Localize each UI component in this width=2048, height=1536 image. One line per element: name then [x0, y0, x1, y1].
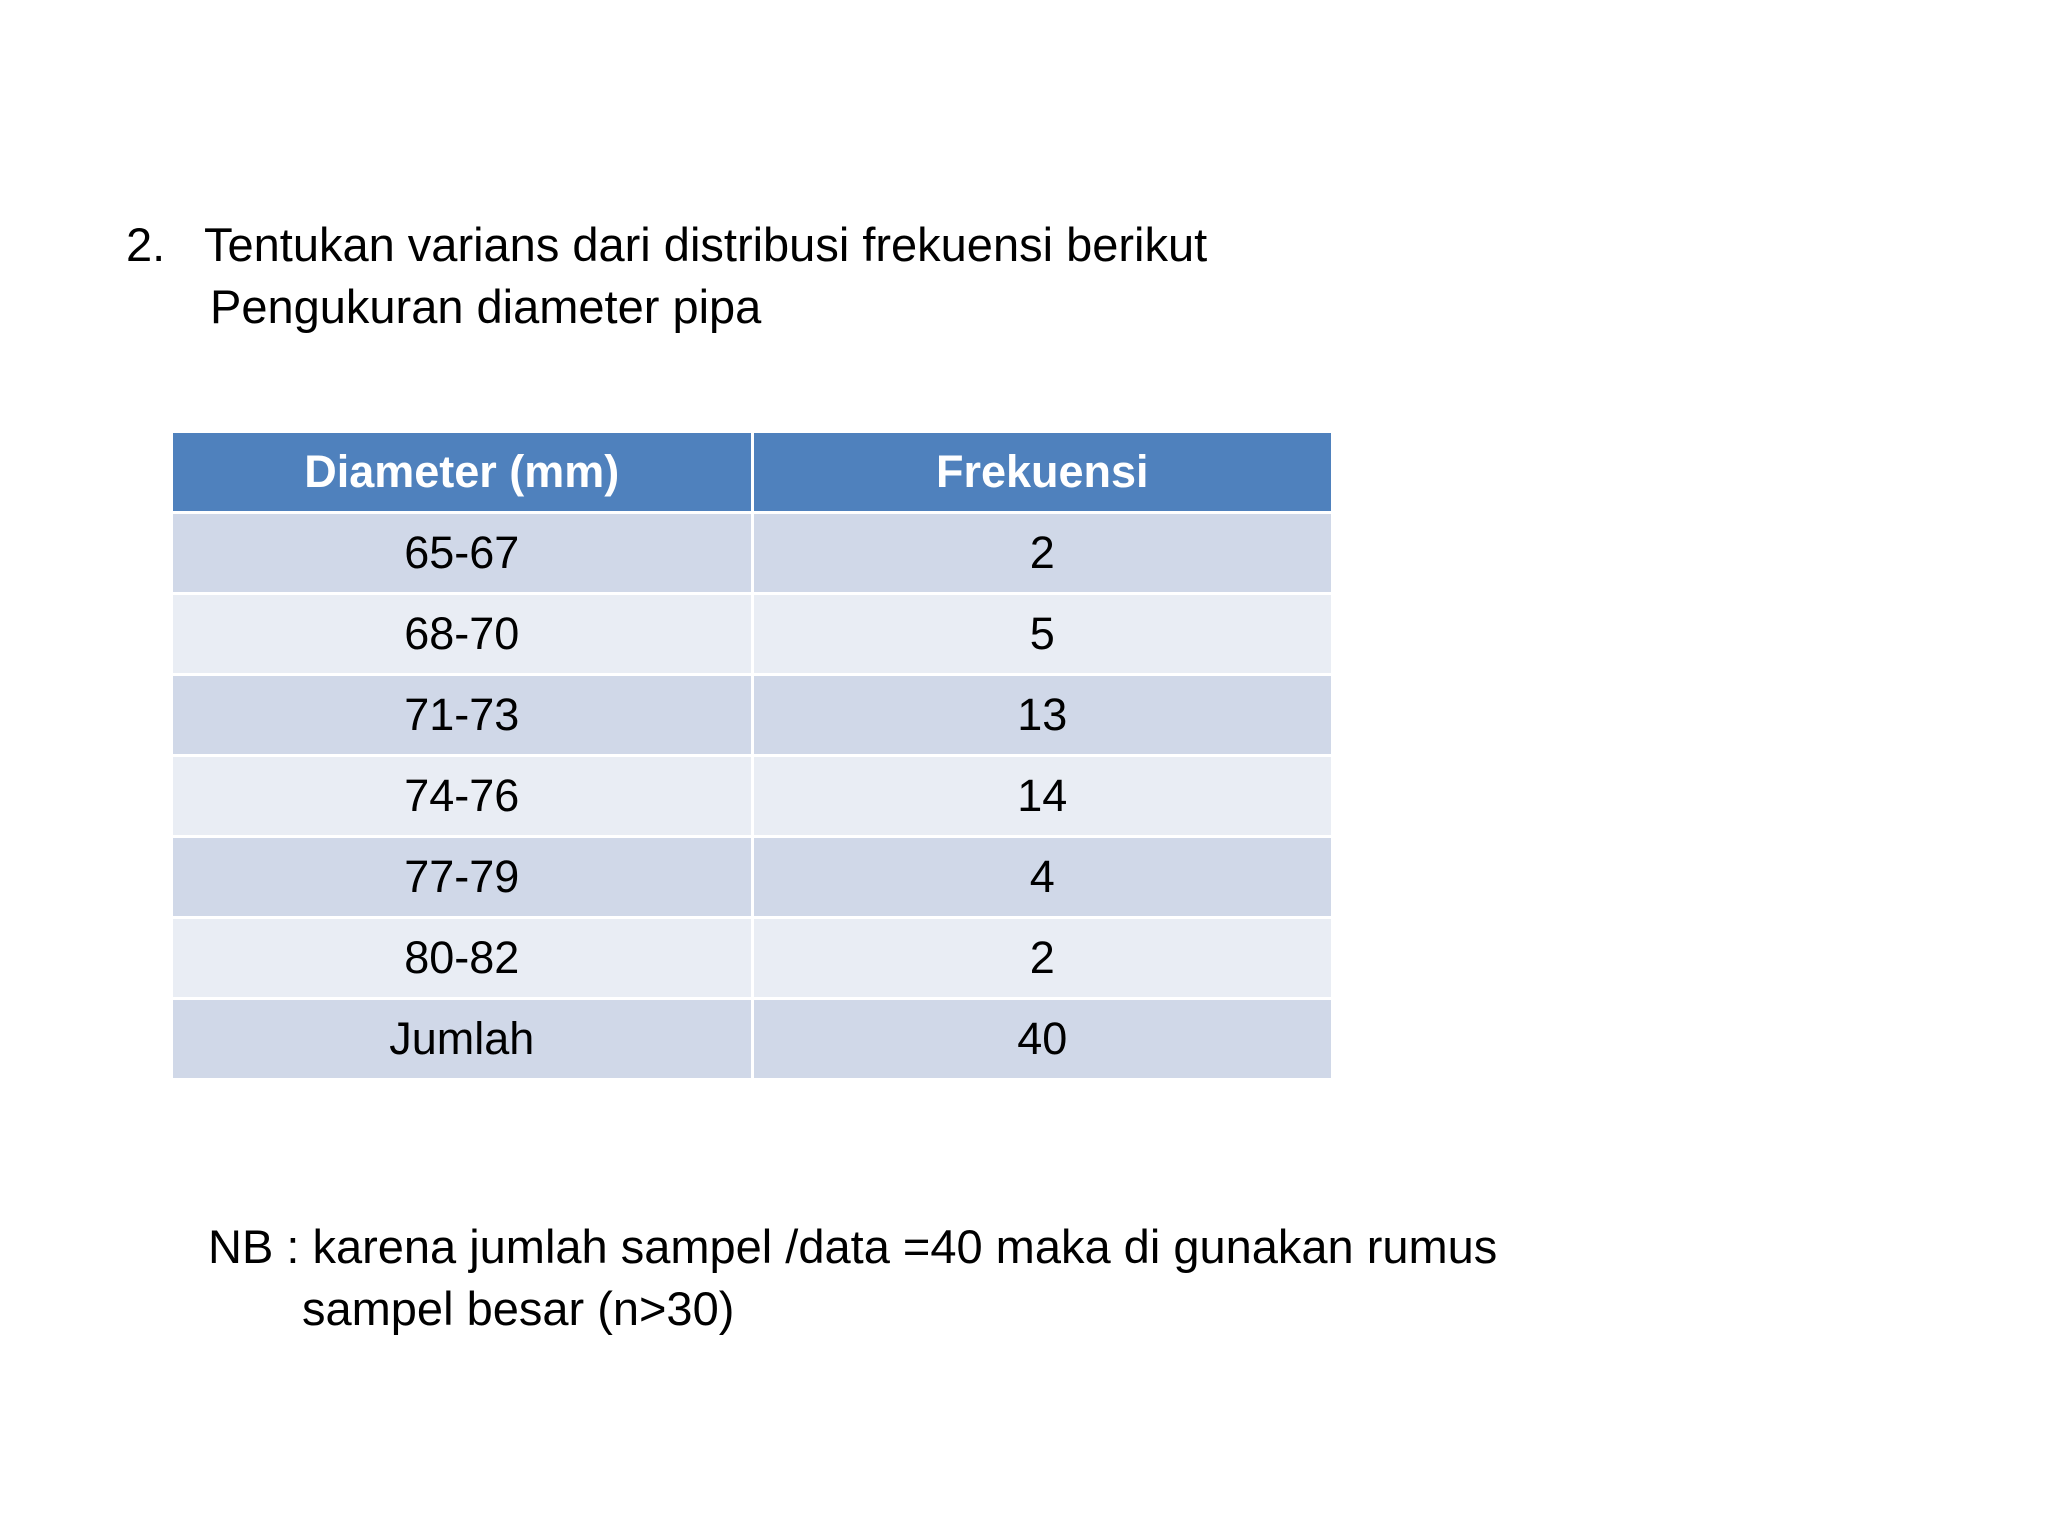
table-row	[173, 514, 1331, 592]
frequency-cell: 13	[754, 676, 1332, 754]
diameter-cell: 74-76	[173, 757, 751, 835]
frequency-cell: 5	[754, 595, 1332, 673]
frequency-table	[170, 430, 1334, 1081]
note-line-1: NB : karena jumlah sampel /data =40 maka di gunakan rumus	[208, 1220, 1498, 1273]
question-subtitle: Pengukuran diameter pipa	[210, 280, 762, 333]
note-block	[208, 1216, 1497, 1340]
table-total-row	[173, 1000, 1331, 1078]
frequency-cell: 4	[754, 838, 1332, 916]
total-value-cell: 40	[754, 1000, 1332, 1078]
frequency-cell: 2	[754, 514, 1332, 592]
frequency-cell: 2	[754, 919, 1332, 997]
table-row	[173, 919, 1331, 997]
table-row	[173, 676, 1331, 754]
question-text: Tentukan varians dari distribusi frekuensi berikut	[204, 218, 1208, 271]
header-diameter: Diameter (mm)	[173, 433, 751, 511]
table-row	[173, 838, 1331, 916]
question-number: 2.	[126, 218, 166, 271]
diameter-cell: 68-70	[173, 595, 751, 673]
note-line-2: sampel besar (n>30)	[302, 1282, 735, 1335]
question-line	[126, 214, 1207, 276]
table-row	[173, 757, 1331, 835]
diameter-cell: 80-82	[173, 919, 751, 997]
question-block	[126, 214, 1207, 338]
table-header-row	[173, 433, 1331, 511]
diameter-cell: 71-73	[173, 676, 751, 754]
diameter-cell: 77-79	[173, 838, 751, 916]
header-frequency: Frekuensi	[754, 433, 1332, 511]
diameter-cell: 65-67	[173, 514, 751, 592]
frequency-cell: 14	[754, 757, 1332, 835]
total-label-cell: Jumlah	[173, 1000, 751, 1078]
table-row	[173, 595, 1331, 673]
